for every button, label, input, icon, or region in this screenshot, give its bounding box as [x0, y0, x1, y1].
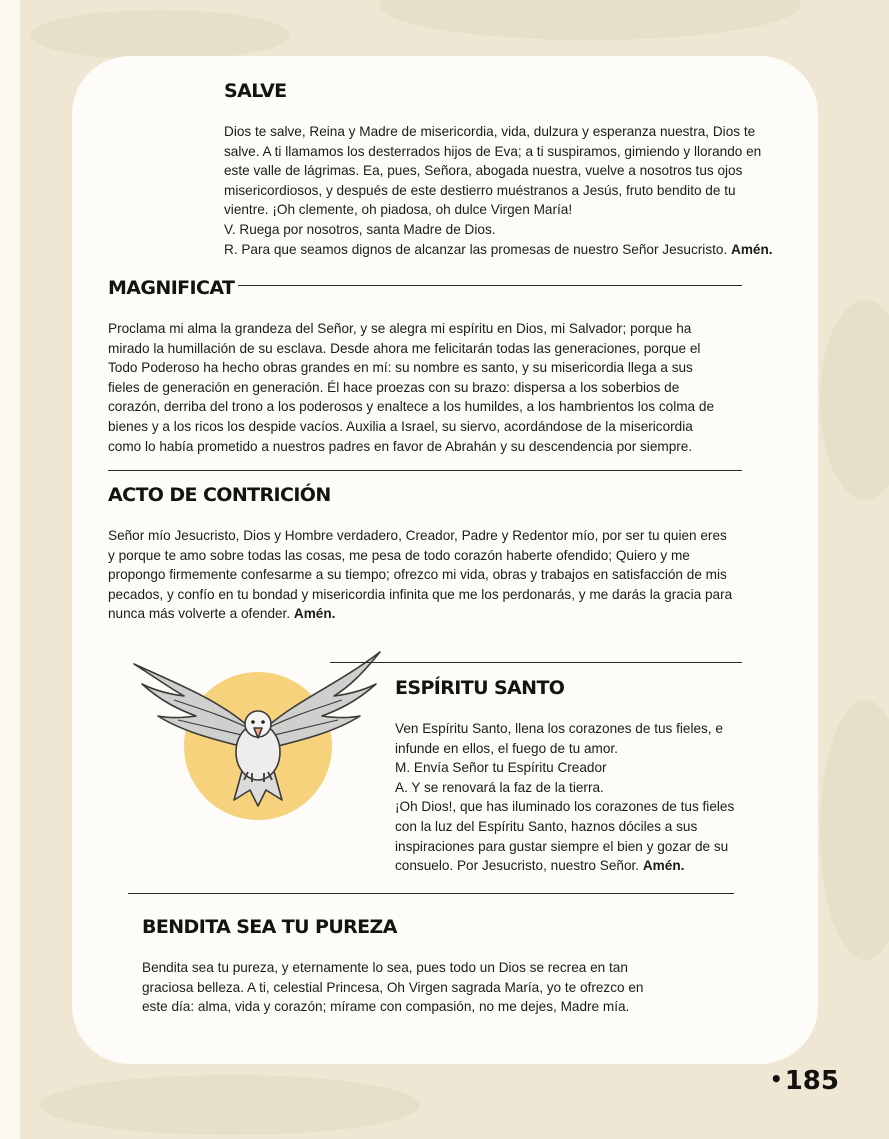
espiritu-a-line: A. Y se renovará la faz de la tierra.	[395, 779, 604, 795]
background-texture	[30, 10, 290, 60]
page-bullet: •	[769, 1067, 783, 1091]
espiritu-title: ESPÍRITU SANTO	[395, 677, 565, 699]
magnificat-title-rule	[238, 285, 742, 286]
section-divider	[108, 470, 742, 471]
salve-text: Dios te salve, Reina y Madre de misericordia, vida, dulzura y esperanza nuestra, Dios te salve. A ti llamamos los desterrados hijos de Eva; a ti suspiramos, gimiendo y llorando en este valle de lágrimas. Ea, pues, Señora, abogada nuestra, vuelve a nosotros tus ojos misericordiosos, y después de este destierro muéstranos a Jesús, fruto bendito de tu vientre. ¡Oh clemente, oh piadosa, oh dulce Virgen María!	[224, 124, 762, 218]
page-margin	[0, 0, 20, 1139]
salve-amen: Amén.	[731, 241, 773, 257]
salve-response-line	[224, 242, 773, 257]
background-texture	[820, 300, 889, 500]
background-texture	[380, 0, 800, 40]
espiritu-amen: Amén.	[642, 858, 685, 874]
espiritu-body	[395, 719, 740, 876]
espiritu-intro: Ven Espíritu Santo, llena los corazones de tus fieles, e infunde en ellos, el fuego de tu amor.	[395, 721, 723, 756]
dove-illustration	[128, 644, 386, 822]
bendita-body: Bendita sea tu pureza, y eternamente lo sea, pues todo un Dios se recrea en tan graciosa belleza. A ti, celestial Princesa, Oh Virgen sagrada María, yo te ofrezco en este día: alma, vida y corazón; mírame con compasión, no me dejes, Madre mía.	[142, 960, 644, 1015]
magnificat-title: MAGNIFICAT	[108, 277, 235, 299]
contricion-title: ACTO DE CONTRICIÓN	[108, 484, 331, 506]
espiritu-title-rule	[330, 662, 742, 663]
background-texture	[820, 700, 889, 960]
page-number-value: 185	[784, 1066, 839, 1096]
salve-response: R. Para que seamos dignos de alcanzar las promesas de nuestro Señor Jesucristo.	[224, 241, 728, 257]
espiritu-m-line: M. Envía Señor tu Espíritu Creador	[395, 760, 607, 776]
salve-title: SALVE	[224, 80, 287, 102]
contricion-text: Señor mío Jesucristo, Dios y Hombre verdadero, Creador, Padre y Redentor mío, por ser tu quien eres y porque te amo sobre todas las cosas, me pesa de todo corazón haberte ofendido; Quiero y me propongo firmemente confesarme a su tiempo; ofrezco mi vida, obras y trabajos en satisfacción de mis pecados, y confío en tu bondad y misericordia infinita que me los perdonarás, y me darás la gracia para nunca más volverte a ofender.	[108, 528, 733, 622]
espiritu-prayer: ¡Oh Dios!, que has iluminado los corazones de tus fieles con la luz del Espíritu Santo, haznos dóciles a sus inspiraciones para gustar siempre el bien y gozar de su consuelo. Por Jesucristo, nuestro Señor.	[395, 799, 735, 874]
contricion-amen: Amén.	[293, 606, 336, 622]
salve-versicle: V. Ruega por nosotros, santa Madre de Dios.	[224, 221, 496, 237]
section-divider	[128, 893, 734, 894]
salve-body	[224, 122, 776, 259]
bendita-title: BENDITA SEA TU PUREZA	[142, 916, 397, 938]
magnificat-body: Proclama mi alma la grandeza del Señor, y se alegra mi espíritu en Dios, mi Salvador; porque ha mirado la humillación de su esclava. Desde ahora me felicitarán todas las generaciones, porque el Todo Poderoso ha hecho obras grandes en mí: su nombre es santo, y su misericordia llega a sus fieles de generación en generación. Él hace proezas con su brazo: dispersa a los soberbios de corazón, derriba del trono a los poderosos y enaltece a los humildes, a los hambrientos los colma de bienes y a los ricos los despide vacíos. Auxilia a Israel, su siervo, acordándose de la misericordia como lo había prometido a nuestros padres en favor de Abrahán y su descendencia por siempre.	[108, 321, 715, 454]
contricion-body	[108, 526, 734, 624]
background-texture	[40, 1075, 420, 1135]
page-number	[770, 1066, 839, 1096]
